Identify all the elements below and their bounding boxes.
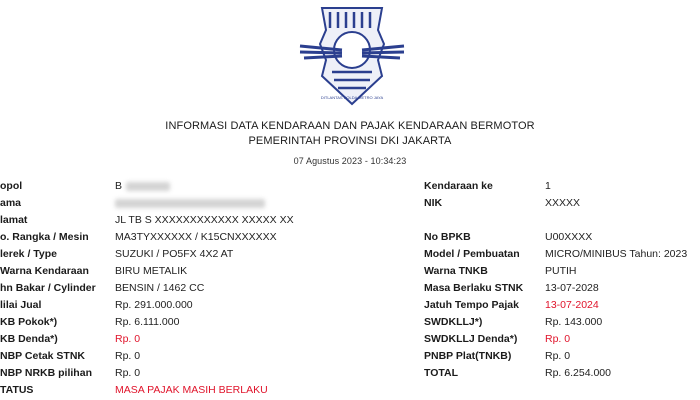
label-warna-tnkb: Warna TNKB bbox=[424, 265, 488, 277]
value-rangka-mesin: MA3TYXXXXXX / K15CNXXXXXX bbox=[115, 231, 277, 243]
label-swdkllj: SWDKLLJ*) bbox=[424, 316, 483, 328]
label-no-bpkb: No BPKB bbox=[424, 231, 471, 243]
value-pnbp-nrkb: Rp. 0 bbox=[115, 367, 141, 379]
label-pkb-pokok: KB Pokok*) bbox=[0, 316, 58, 328]
redacted-plate bbox=[126, 182, 170, 191]
label-model-pembuatan: Model / Pembuatan bbox=[424, 248, 520, 260]
value-pkb-pokok: Rp. 6.111.000 bbox=[115, 316, 180, 328]
value-warna-kendaraan: BIRU METALIK bbox=[115, 265, 188, 277]
value-jatuh-tempo-pajak: 13-07-2024 bbox=[545, 299, 599, 311]
print-timestamp: 07 Agustus 2023 - 10:34:23 bbox=[293, 156, 407, 166]
value-warna-tnkb: PUTIH bbox=[545, 265, 577, 277]
label-nik: NIK bbox=[424, 197, 443, 209]
document-title: INFORMASI DATA KENDARAAN DAN PAJAK KENDARAAN BERMOTOR bbox=[165, 120, 535, 132]
value-nilai-jual: Rp. 291.000.000 bbox=[115, 299, 193, 311]
label-pnbp-plat: PNBP Plat(TNKB) bbox=[424, 350, 512, 362]
label-pnbp-cetak-stnk: NBP Cetak STNK bbox=[0, 350, 85, 362]
label-bahan-bakar: hn Bakar / Cylinder bbox=[0, 282, 96, 294]
label-pkb-denda: KB Denda*) bbox=[0, 333, 58, 345]
label-kendaraan-ke: Kendaraan ke bbox=[424, 180, 493, 192]
value-pkb-denda: Rp. 0 bbox=[115, 333, 141, 345]
label-warna-kendaraan: Warna Kendaraan bbox=[0, 265, 89, 277]
value-status: MASA PAJAK MASIH BERLAKU bbox=[115, 384, 268, 396]
redacted-name bbox=[115, 199, 265, 208]
label-nilai-jual: lilai Jual bbox=[0, 299, 42, 311]
value-swdkllj: Rp. 143.000 bbox=[545, 316, 603, 328]
logo-caption: DITLANTAS POLDA METRO JAYA bbox=[320, 95, 384, 100]
value-no-bpkb: U00XXXX bbox=[545, 231, 593, 243]
value-pnbp-cetak-stnk: Rp. 0 bbox=[115, 350, 141, 362]
value-pnbp-plat: Rp. 0 bbox=[545, 350, 571, 362]
label-swdkllj-denda: SWDKLLJ Denda*) bbox=[424, 333, 518, 345]
value-total: Rp. 6.254.000 bbox=[545, 367, 611, 379]
label-nopol: opol bbox=[0, 180, 23, 192]
value-merek-type: SUZUKI / PO5FX 4X2 AT bbox=[115, 248, 234, 260]
value-masa-berlaku-stnk: 13-07-2028 bbox=[545, 282, 599, 294]
value-nopol: B bbox=[115, 180, 123, 192]
label-masa-berlaku-stnk: Masa Berlaku STNK bbox=[424, 282, 524, 294]
label-nama: ama bbox=[0, 197, 22, 209]
value-alamat: JL TB S XXXXXXXXXXXX XXXXX XX bbox=[115, 214, 294, 226]
label-jatuh-tempo-pajak: Jatuh Tempo Pajak bbox=[424, 299, 519, 311]
value-model-pembuatan: MICRO/MINIBUS Tahun: 2023 bbox=[545, 248, 688, 260]
label-rangka-mesin: o. Rangka / Mesin bbox=[0, 231, 89, 243]
document-subtitle: PEMERINTAH PROVINSI DKI JAKARTA bbox=[248, 135, 452, 147]
label-alamat: lamat bbox=[0, 214, 28, 226]
ditlantas-emblem-logo bbox=[292, 0, 412, 112]
value-bahan-bakar: BENSIN / 1462 CC bbox=[115, 282, 205, 294]
value-nik: XXXXX bbox=[545, 197, 581, 209]
label-merek-type: lerek / Type bbox=[0, 248, 58, 260]
label-status: TATUS bbox=[0, 384, 34, 396]
value-kendaraan-ke: 1 bbox=[545, 180, 551, 192]
label-pnbp-nrkb: NBP NRKB pilihan bbox=[0, 367, 92, 379]
value-swdkllj-denda: Rp. 0 bbox=[545, 333, 571, 345]
label-total: TOTAL bbox=[424, 367, 459, 379]
